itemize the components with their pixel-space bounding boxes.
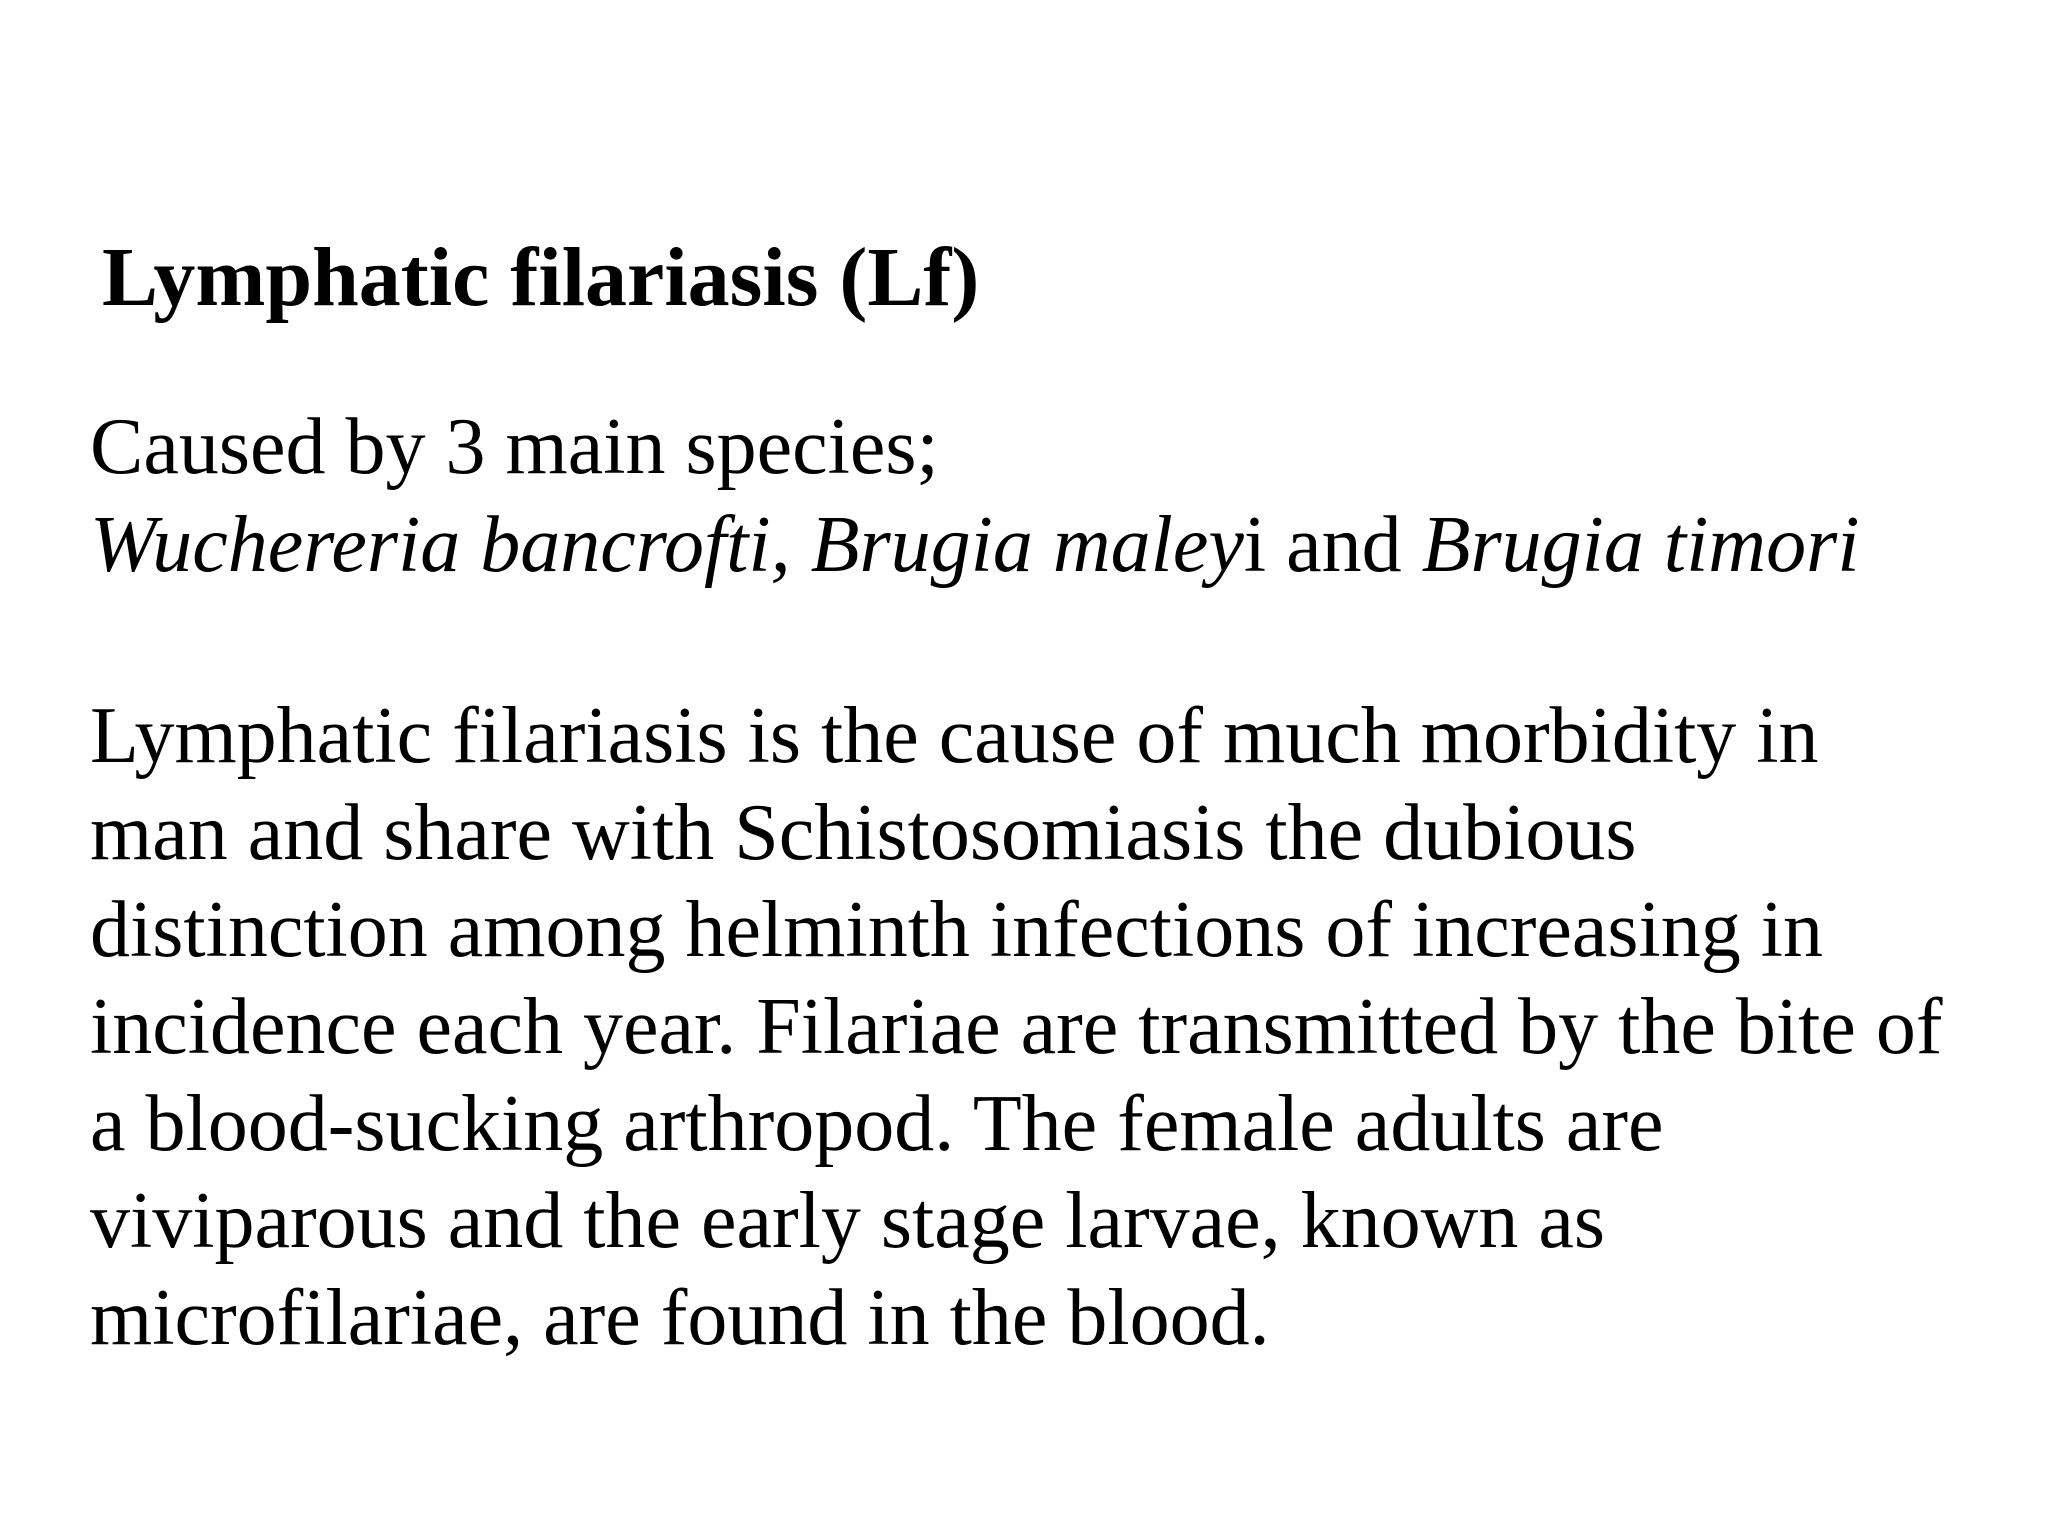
species-connector: i and: [1243, 501, 1422, 589]
species-block: [90, 398, 1990, 594]
body-line: a blood-sucking arthropod. The female adults are: [90, 1080, 1664, 1168]
body-line: man and share with Schistosomiasis the dubious: [90, 789, 1637, 877]
body-paragraph: [90, 688, 1990, 1367]
body-line: distinction among helminth infections of increasing in: [90, 886, 1824, 974]
species-list: [90, 496, 1990, 594]
body-line: viviparous and the early stage larvae, known as: [90, 1177, 1606, 1265]
body-line: Lymphatic filariasis is the cause of much morbidity in: [90, 692, 1819, 780]
body-line: incidence each year. Filariae are transmitted by the bite of: [90, 983, 1943, 1071]
species-intro: Caused by 3 main species;: [90, 403, 939, 491]
species-names-italic: Wuchereria bancrofti, Brugia maley: [90, 501, 1244, 589]
body-line: microfilariae, are found in the blood.: [90, 1274, 1270, 1362]
species-name-timori: Brugia timori: [1421, 501, 1860, 589]
slide-title: Lymphatic filariasis (Lf): [102, 231, 980, 324]
